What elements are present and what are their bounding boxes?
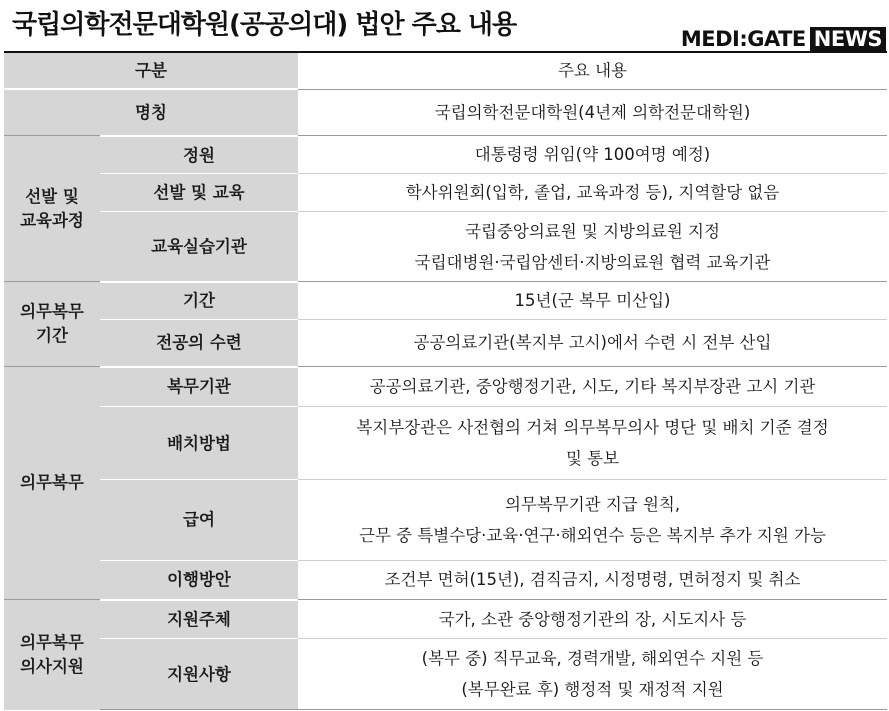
header-content: 주요 내용 [298,53,887,89]
bill-summary-table [4,53,887,710]
row-label-name: 명칭 [4,89,298,135]
category-duty-period: 의무복무 기간 [4,282,100,367]
category-duty: 의무복무 [4,367,100,600]
medigate-news-logo [681,27,886,51]
table-row [4,560,887,599]
sub-label: 전공의 수련 [100,319,298,366]
table-row [4,174,887,211]
category-support: 의무복무 의사지원 [4,600,100,710]
table-row [4,211,887,282]
logo-news: NEWS [810,27,886,51]
row-content: 국립중앙의료원 및 지방의료원 지정 국립대병원·국립암센터·지방의료원 협력 교육기관 [298,211,887,282]
row-content: 의무복무기관 지급 원칙, 근무 중 특별수당·교육·연구·해외연수 등은 복지부 추가 지원 가능 [298,480,887,561]
row-content: 대통령령 위임(약 100여명 예정) [298,136,887,174]
row-content: (복무 중) 직무교육, 경력개발, 해외연수 지원 등 (복무완료 후) 행정적 및 재정적 지원 [298,639,887,710]
row-content: 공공의료기관, 중앙행정기관, 시도, 기타 복지부장관 고시 기관 [298,367,887,407]
header [0,0,889,51]
sub-label: 배치방법 [100,407,298,480]
row-content: 국가, 소관 중앙행정기관의 장, 시도지사 등 [298,600,887,639]
table-row [4,319,887,366]
sub-label: 교육실습기관 [100,211,298,282]
page-title: 국립의학전문대학원(공공의대) 법안 주요 내용 [12,10,517,40]
table-row [4,600,887,639]
sub-label: 복무기관 [100,367,298,407]
sub-label: 기간 [100,282,298,319]
sub-label: 정원 [100,136,298,174]
sub-label: 선발 및 교육 [100,174,298,211]
row-content: 복지부장관은 사전협의 거쳐 의무복무의사 명단 및 배치 기준 결정 및 통보 [298,407,887,480]
sub-label: 급여 [100,480,298,561]
sub-label: 지원주체 [100,600,298,639]
row-content: 공공의료기관(복지부 고시)에서 수련 시 전부 산입 [298,319,887,366]
row-content: 학사위원회(입학, 졸업, 교육과정 등), 지역할당 없음 [298,174,887,211]
logo-brand: MEDI:GATE [680,27,806,51]
table-row [4,89,887,135]
category-selection: 선발 및 교육과정 [4,136,100,282]
table-row [4,282,887,319]
table-row [4,480,887,561]
table-row [4,407,887,480]
header-category: 구분 [4,53,298,89]
table-row [4,136,887,174]
table-header-row [4,53,887,89]
row-content-name: 국립의학전문대학원(4년제 의학전문대학원) [298,89,887,135]
sub-label: 이행방안 [100,560,298,599]
table-row [4,639,887,710]
sub-label: 지원사항 [100,639,298,710]
table-row [4,367,887,407]
row-content: 15년(군 복무 미산입) [298,282,887,319]
row-content: 조건부 면허(15년), 겸직금지, 시정명령, 면허정지 및 취소 [298,560,887,599]
